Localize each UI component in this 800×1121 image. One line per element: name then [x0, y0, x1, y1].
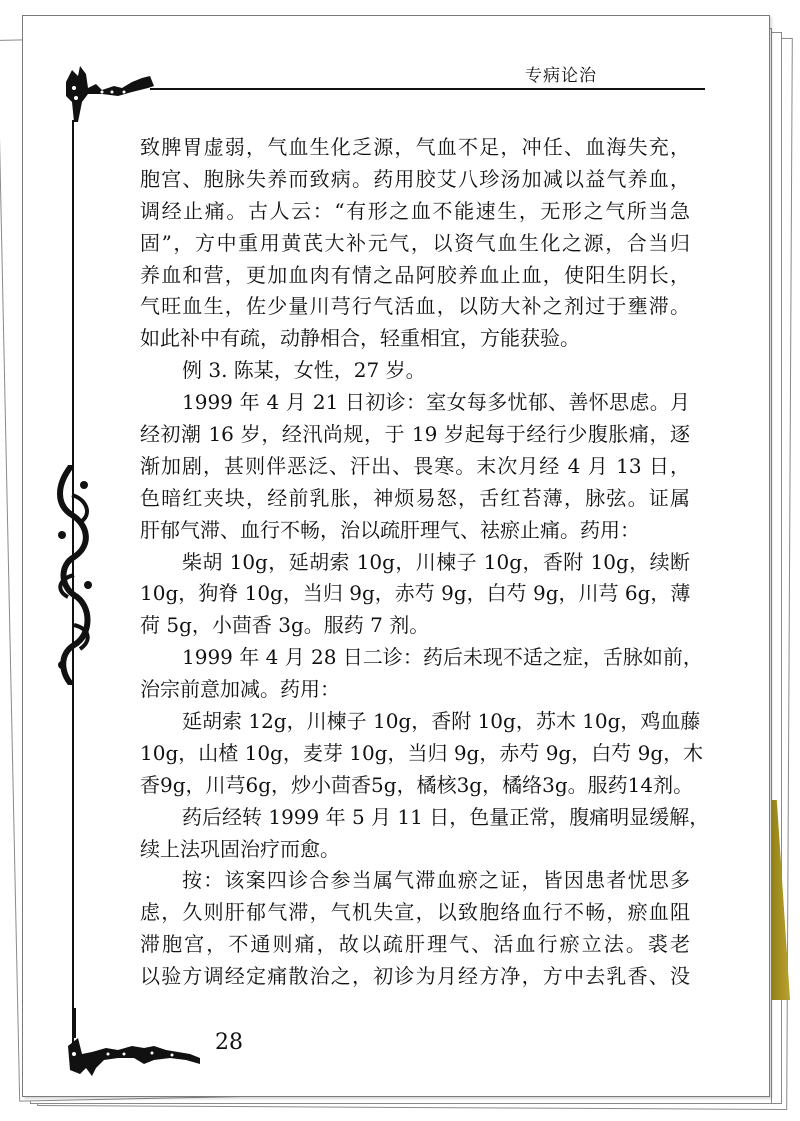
header-rule: [150, 88, 705, 90]
text-line: 香9g，川芎6g，炒小茴香5g，橘核3g，橘络3g。服药14剂。: [140, 772, 694, 797]
text-line: 药后经转 1999 年 5 月 11 日，色量正常，腹痛明显缓解，: [182, 804, 710, 829]
text-line: 1999 年 4 月 21 日初诊：室女每多忧郁、善怀思虑。月: [182, 390, 690, 415]
text-line: 滞胞宫，不通则痛，故以疏肝理气、活血行瘀立法。裘老: [140, 932, 690, 957]
text-line: 致脾胃虚弱，气血生化乏源，气血不足，冲任、血海失充，: [140, 135, 690, 159]
corner-ornament-top-icon: [62, 62, 157, 132]
running-head: 专病论治: [525, 66, 597, 86]
corner-ornament-bottom-icon: [62, 1008, 207, 1088]
text-line: 渐加剧，甚则伴恶泛、汗出、畏寒。末次月经 4 月 13 日，: [140, 453, 690, 478]
text-line: 虑，久则肝郁气滞，气机失宣，以致胞络血行不畅，瘀血阻: [140, 900, 690, 925]
text-line: 治宗前意加减。药用：: [140, 677, 340, 702]
text-line: 气旺血生，佐少量川芎行气活血，以防大补之剂过于壅滞。: [140, 294, 690, 319]
text-line: 10g，山楂 10g，麦芽 10g，当归 9g，赤芍 9g，白芍 9g，木: [140, 740, 704, 765]
text-line: 柴胡 10g，延胡索 10g，川楝子 10g，香附 10g，续断: [182, 549, 690, 574]
text-line: 以验方调经定痛散治之，初诊为月经方净，方中去乳香、没: [140, 964, 690, 989]
text-line: 荷 5g，小茴香 3g。服药 7 剂。: [140, 613, 430, 638]
text-line: 调经止痛。古人云：“有形之血不能速生，无形之气所当急: [140, 198, 690, 223]
text-line: 10g，狗脊 10g，当归 9g，赤芍 9g，白芍 9g，川芎 6g，薄: [140, 581, 691, 606]
text-line: 肝郁气滞、血行不畅，治以疏肝理气、祛瘀止痛。药用：: [140, 517, 640, 542]
text-line: 按：该案四诊合参当属气滞血瘀之证，皆因患者忧思多: [182, 868, 690, 893]
text-line: 1999 年 4 月 28 日二诊：药后未现不适之症，舌脉如前，: [182, 645, 703, 670]
text-line: 色暗红夹块，经前乳胀，神烦易怒，舌红苔薄，脉弦。证属: [140, 485, 690, 510]
side-ornament-icon: [52, 465, 100, 685]
text-line: 养血和营，更加血肉有情之品阿胶养血止血，使阳生阴长，: [140, 262, 690, 287]
body-text: [140, 132, 710, 993]
text-line: 胞宫、胞脉失养而致病。药用胶艾八珍汤加减以益气养血，: [140, 166, 690, 191]
text-line: 经初潮 16 岁，经汛尚规，于 19 岁起每于经行少腹胀痛，逐: [140, 422, 690, 447]
page-number: 28: [215, 1030, 243, 1055]
text-line: 如此补中有疏，动静相合，轻重相宜，方能获验。: [140, 326, 580, 351]
text-line: 固”，方中重用黄芪大补元气，以资气血生化之源，合当归: [140, 230, 690, 255]
text-line: 延胡索 12g，川楝子 10g，香附 10g，苏木 10g，鸡血藤: [182, 709, 701, 734]
text-line: 例 3. 陈某，女性，27 岁。: [182, 358, 426, 383]
text-line: 续上法巩固治疗而愈。: [140, 836, 340, 861]
